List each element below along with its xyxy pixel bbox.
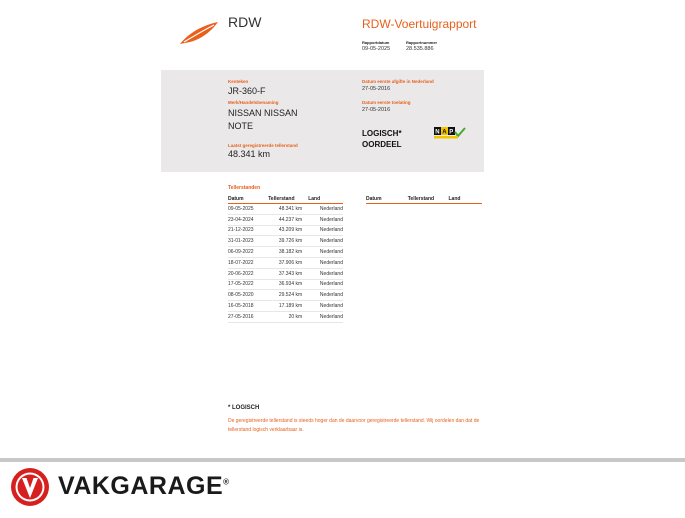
col-country: Land: [308, 195, 343, 204]
svg-text:N: N: [435, 129, 440, 136]
first-registration-value: 27-05-2016: [362, 107, 391, 113]
col-date-continued: Datum: [366, 195, 400, 204]
col-country-continued: Land: [449, 195, 483, 204]
cell-date: 09-05-2025: [228, 204, 260, 215]
vakgarage-wordmark: [58, 472, 230, 501]
cell-date: 27-05-2016: [228, 311, 260, 322]
cell-date: 16-05-2018: [228, 301, 260, 312]
cell-reading: 37.343 km: [260, 268, 308, 279]
cell-country: Nederland: [308, 290, 343, 301]
odometer-table-continued: [366, 195, 482, 204]
first-admission-label: Datum eerste afgifte in Nederland: [362, 79, 434, 84]
col-reading: Tellerstand: [260, 195, 308, 204]
last-reading-value: 48.341 km: [228, 149, 271, 159]
verdict-line1: LOGISCH*: [362, 129, 402, 138]
cell-country: Nederland: [308, 247, 343, 258]
odometer-section-title: Tellerstanden: [228, 185, 261, 191]
first-admission-value: 27-05-2016: [362, 86, 391, 92]
cell-country: Nederland: [308, 214, 343, 225]
make-model-line2: NOTE: [228, 121, 254, 131]
odometer-table: [228, 195, 343, 323]
report-date: 09-05-2025: [362, 46, 391, 52]
cell-date: 17-05-2022: [228, 279, 260, 290]
rdw-brand: RDW: [228, 14, 262, 30]
table-row: [228, 204, 343, 215]
table-row: [228, 268, 343, 279]
footnote-text: De geregistreerde tellerstand is steeds hoger dan de daarvoor geregistreerde tellerstand. Wij oordelen dan dat de tellerstand logisch verklaarbaar is.: [228, 418, 480, 433]
table-row: [228, 214, 343, 225]
cell-reading: 20 km: [260, 311, 308, 322]
cell-date: 08-05-2020: [228, 290, 260, 301]
last-reading-label: Laatst geregistreerde tellerstand: [228, 143, 298, 148]
cell-reading: 39.726 km: [260, 236, 308, 247]
col-date: Datum: [228, 195, 260, 204]
make-model-line1: NISSAN NISSAN: [228, 108, 298, 118]
cell-reading: 17.189 km: [260, 301, 308, 312]
cell-country: Nederland: [308, 268, 343, 279]
svg-text:A: A: [442, 129, 447, 136]
nap-badge-icon: [434, 127, 466, 139]
footnote-title: * LOGISCH: [228, 405, 260, 411]
rdw-leaf-logo: [178, 20, 220, 46]
odometer-header-row-continued: [366, 195, 482, 204]
cell-reading: 44.237 km: [260, 214, 308, 225]
vakgarage-v-logo-icon: [10, 467, 50, 507]
cell-country: Nederland: [308, 257, 343, 268]
cell-date: 21-12-2023: [228, 225, 260, 236]
report-date-label: Rapportdatum: [362, 40, 390, 45]
cell-reading: 29.524 km: [260, 290, 308, 301]
report-number-label: Rapportnummer: [406, 40, 438, 45]
cell-date: 06-09-2022: [228, 247, 260, 258]
table-row: [228, 311, 343, 322]
plate-label: Kenteken: [228, 79, 249, 84]
plate-value: JR-360-F: [228, 86, 266, 96]
make-model-label: Merk/Handelsbenaming: [228, 100, 279, 105]
table-row: [228, 236, 343, 247]
cell-country: Nederland: [308, 225, 343, 236]
table-row: [228, 279, 343, 290]
svg-text:P: P: [449, 129, 454, 136]
table-row: [228, 301, 343, 312]
report-number: 28.535.886: [406, 46, 434, 52]
cell-reading: 36.934 km: [260, 279, 308, 290]
cell-reading: 38.182 km: [260, 247, 308, 258]
verdict-line2: OORDEEL: [362, 140, 402, 149]
report-title: RDW-Voertuigrapport: [362, 17, 477, 31]
vakgarage-brand: VAKGARAGE: [58, 472, 224, 500]
cell-reading: 37.906 km: [260, 257, 308, 268]
cell-date: 23-04-2024: [228, 214, 260, 225]
verdict: [362, 128, 422, 150]
cell-country: Nederland: [308, 301, 343, 312]
cell-reading: 48.341 km: [260, 204, 308, 215]
first-registration-label: Datum eerste toelating: [362, 100, 411, 105]
cell-reading: 43.209 km: [260, 225, 308, 236]
cell-date: 20-06-2022: [228, 268, 260, 279]
table-row: [228, 257, 343, 268]
odometer-header-row: [228, 195, 343, 204]
table-row: [228, 247, 343, 258]
trademark-symbol: ®: [223, 477, 230, 487]
vehicle-info-panel: [161, 70, 484, 172]
cell-country: Nederland: [308, 279, 343, 290]
cell-date: 31-01-2023: [228, 236, 260, 247]
cell-country: Nederland: [308, 236, 343, 247]
col-reading-continued: Tellerstand: [400, 195, 449, 204]
cell-country: Nederland: [308, 204, 343, 215]
cell-country: Nederland: [308, 311, 343, 322]
table-row: [228, 290, 343, 301]
table-row: [228, 225, 343, 236]
cell-date: 18-07-2022: [228, 257, 260, 268]
